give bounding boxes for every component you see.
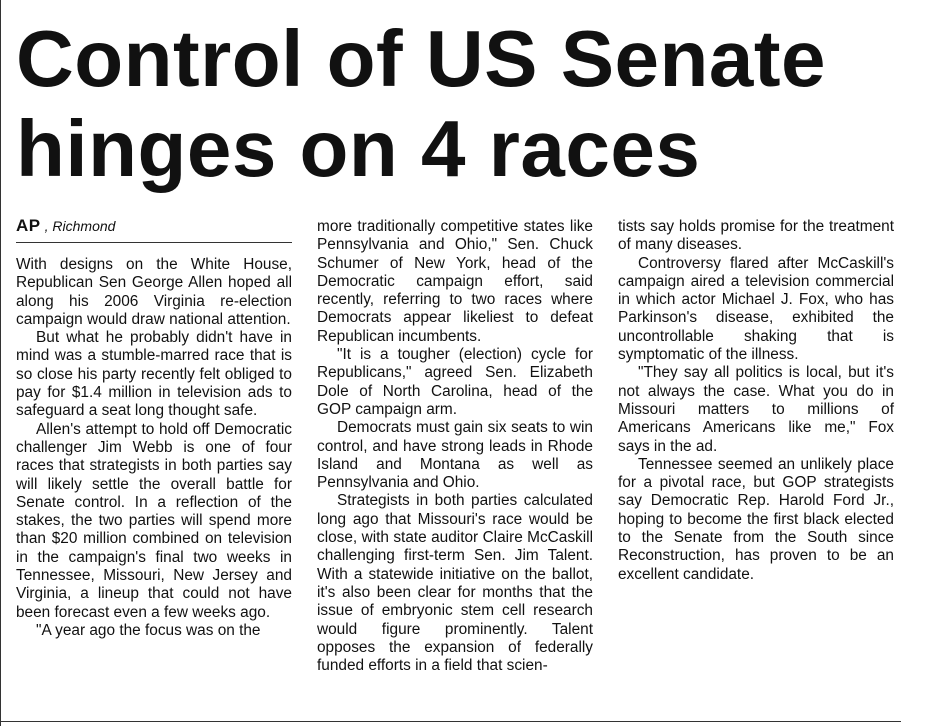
- paragraph: Democrats must gain six seats to win control, and have strong leads in Rhode Island and Montana as well as Pennsylvania and Ohio.: [317, 419, 593, 492]
- byline: [16, 216, 292, 243]
- paragraph: more traditionally competitive states like Pennsylvania and Ohio," Sen. Chuck Schumer of New York, head of the Democratic campaign effort, said recently, referring to two races where Democrats appear likeliest to defeat Republican incumbents.: [317, 218, 593, 345]
- paragraph: tists say holds promise for the treatment of many diseases.: [618, 218, 894, 254]
- paragraph: Tennessee seemed an unlikely place for a pivotal race, but GOP strategists say Democratic Rep. Harold Ford Jr., hoping to become the first black elected to the Senate from the South since Reconstruction, has proven to be an excellent candidate.: [618, 455, 894, 583]
- paragraph: "They say all politics is local, but it's not always the case. What you do in Missouri matters to millions of Americans Americans like me," Fox says in the ad.: [618, 364, 894, 455]
- paragraph: Strategists in both parties calculated long ago that Missouri's race would be close, with state auditor Claire McCaskill challenging first-term Sen. Jim Talent. With a statewide initiative on the ballot, it's also been clear for months that the issue of embryonic stem cell research would figure prominently. Talent opposes the expansion of federally funded efforts in a field that scien-: [317, 492, 593, 675]
- article-column-2: [317, 218, 593, 675]
- headline: [16, 14, 916, 194]
- paragraph: With designs on the White House, Republican Sen George Allen hoped all along his 2006 Virginia re-election campaign would draw national attention.: [16, 256, 292, 328]
- byline-location: , Richmond: [44, 218, 116, 234]
- article-column-1: [16, 256, 292, 640]
- paragraph: Controversy flared after McCaskill's campaign aired a television commercial in which actor Michael J. Fox, who has Parkinson's disease, exhibited the uncontrollable shaking that is symptomatic of the illness.: [618, 254, 894, 364]
- byline-location-name: Richmond: [52, 218, 116, 234]
- byline-agency: AP: [16, 216, 41, 235]
- paragraph: Allen's attempt to hold off Democratic challenger Jim Webb is one of four races that strategists in both parties say will likely settle the overall battle for Senate control. In a reflection of the stakes, the two parties will spend more than $20 million combined on television in the campaign's final two weeks in Tennessee, Missouri, New Jersey and Virginia, a lineup that could not have been forecast even a few weeks ago.: [16, 420, 292, 621]
- paragraph: But what he probably didn't have in mind was a stumble-marred race that is so close his party recently felt obliged to pay for $1.4 million in television ads to safeguard a seat long thought safe.: [16, 329, 292, 420]
- paragraph: "A year ago the focus was on the: [36, 621, 261, 639]
- headline-line-2: hinges on 4 races: [16, 104, 701, 193]
- bottom-rule: [1, 721, 901, 722]
- paragraph: "It is a tougher (election) cycle for Republicans," agreed Sen. Elizabeth Dole of North Carolina, head of the GOP campaign arm.: [317, 346, 593, 418]
- article-column-3: [618, 218, 894, 584]
- headline-line-1: Control of US Senate: [16, 14, 827, 103]
